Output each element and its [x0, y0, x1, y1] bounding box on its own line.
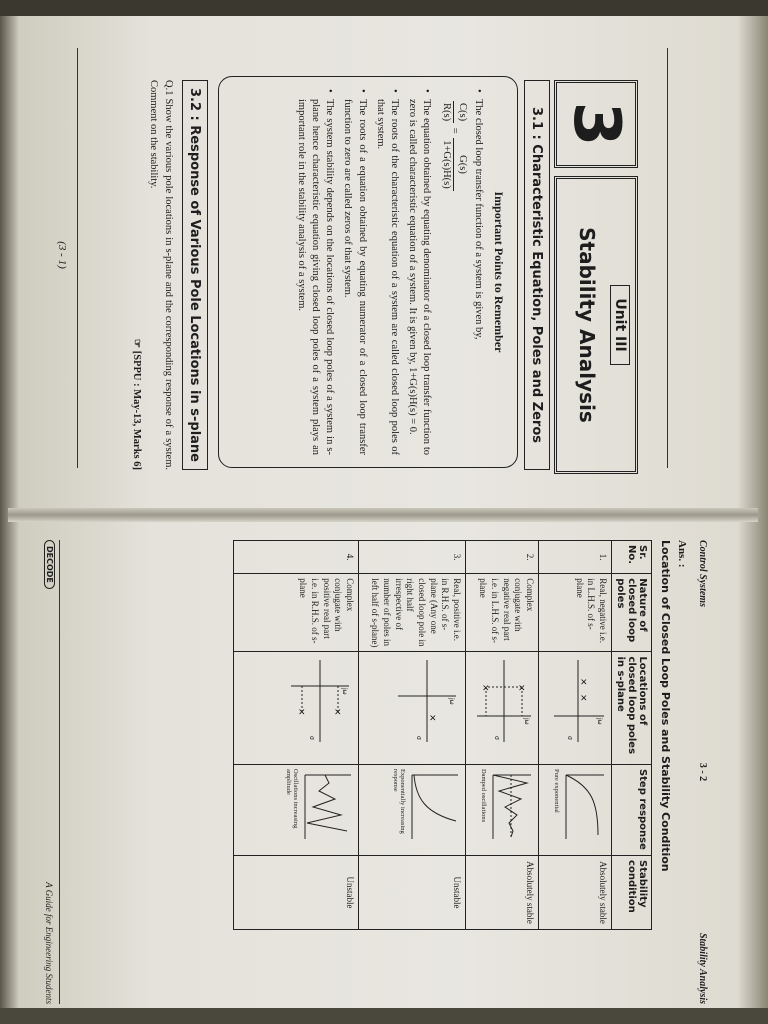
tf-rhs-num: G(s): [453, 138, 468, 191]
col-header-nature: Nature of closed loop poles: [612, 574, 652, 652]
row-location: [466, 652, 539, 765]
bullet-zeros: • The roots of a equation obtained by equating numerator of a closed loop transfer function to zero are called zeros of that system.: [340, 99, 368, 455]
row-location: [234, 652, 359, 765]
right-page: [0, 520, 768, 1024]
tf-rhs-den: 1+G(s)H(s): [441, 140, 453, 189]
running-header: [697, 540, 708, 1004]
svg-text:×: ×: [578, 694, 588, 702]
row-sr: 1.: [539, 541, 612, 574]
left-page: [0, 0, 768, 510]
row-sr: 2.: [466, 541, 539, 574]
page-number: (3 - 1): [56, 241, 68, 269]
svg-text:jω: jω: [596, 718, 603, 726]
svg-text:jω: jω: [341, 688, 348, 696]
row-location: [359, 652, 466, 765]
svg-text:jω: jω: [448, 698, 455, 706]
pole-location-table: [233, 540, 652, 930]
svg-text:σ: σ: [415, 736, 422, 741]
step-caption: Oscillations increasing amplitude: [285, 768, 299, 829]
tf-lhs-num: C(s): [453, 101, 468, 123]
svg-text:σ: σ: [493, 736, 500, 741]
row-step-response: [539, 764, 612, 855]
col-header-location: Locations of closed loop poles in s-plane: [612, 652, 652, 765]
answer-label: Ans. :: [676, 540, 688, 568]
question-1: [128, 80, 176, 470]
bullet-transfer-function: • The closed loop transfer function of a system is given by, C(s) R(s) = G(s) 1+G(s)H(s): [437, 99, 485, 455]
row-nature: Real, negative i.e. in L.H.S. of s-plane: [539, 574, 612, 652]
svg-text:×: ×: [332, 708, 342, 716]
chapter-title-box: [554, 176, 638, 474]
top-rule: [667, 48, 668, 468]
step-caption: Damped oscillations: [480, 768, 487, 823]
important-points-title: Important Points to Remember: [492, 191, 506, 353]
row-condition: Absolutely stable: [539, 856, 612, 930]
svg-text:×: ×: [578, 678, 588, 686]
svg-text:×: ×: [296, 708, 306, 716]
row-nature: Complex conjugate with negative real part i.e. in L.H.S. of s-plane: [466, 574, 539, 652]
row-nature: Real, positive i.e. in R.H.S. of s-plane (Any one closed loop pole in right half irrespective of number of poles in left half of s-plane): [359, 574, 466, 652]
question-1-marks: ☞ [SPPU : May-13, Marks 6]: [130, 338, 142, 470]
unit-label: Unit III: [610, 285, 630, 364]
col-header-sr: Sr. No.: [612, 541, 652, 574]
step-response-plot-icon: [487, 769, 535, 841]
header-center: 3 - 2: [697, 762, 708, 782]
header-right: Stability Analysis: [697, 932, 708, 1004]
row-step-response: [466, 764, 539, 855]
publisher-logo: DECODE: [44, 540, 55, 589]
footer-text: A Guide for Engineering Students: [44, 882, 54, 1004]
chapter-title: Stability Analysis: [575, 227, 599, 423]
table-row: [539, 541, 612, 930]
bullet-closed-loop-poles: • The roots of the characteristic equation of a system are called closed loop poles of that system.: [373, 99, 401, 455]
row-condition: Unstable: [359, 856, 466, 930]
s-plane-axes-icon: [285, 656, 355, 746]
table-header-row: [612, 541, 652, 930]
svg-text:σ: σ: [308, 736, 315, 741]
tf-rhs-fraction: [439, 138, 468, 191]
chapter-number: 3: [554, 80, 638, 168]
row-condition: Absolutely stable: [466, 856, 539, 930]
step-caption: Pure exponential: [553, 768, 560, 813]
important-points-box: [218, 76, 518, 468]
svg-text:×: ×: [516, 684, 526, 692]
svg-text:jω: jω: [523, 718, 530, 726]
step-caption: Exponentially increasing response: [392, 768, 406, 834]
step-response-plot-icon: [406, 769, 462, 841]
bottom-rule: [77, 48, 78, 468]
bullet-1-text: The closed loop transfer function of a system is given by,: [472, 99, 484, 340]
table-row: [466, 541, 539, 930]
table-row: [234, 541, 359, 930]
svg-text:×: ×: [480, 684, 490, 692]
row-location: [539, 652, 612, 765]
bullet-characteristic-equation: • The equation obtained by equating denominator of a closed loop transfer function to zero is called characteristic equation of a system. It is given by, 1+G(s)H(s) = 0.: [405, 99, 433, 455]
unit-label-wrap: [611, 179, 629, 471]
question-1-text: Q.1 Show the various pole locations in s-plane and the corresponding response of a system. Comment on the stability.: [147, 80, 174, 470]
bullet-stability: • The system stability depends on the locations of closed loop poles of a system in s-plane hence characteristic equation giving closed loop poles of a system plays an important role in the stability analysis of a system.: [294, 99, 337, 455]
step-response-plot-icon: [560, 769, 608, 841]
row-sr: 4.: [234, 541, 359, 574]
col-header-condition: Stability condition: [612, 856, 652, 930]
svg-text:σ: σ: [566, 736, 573, 741]
table-title: Location of Closed Loop Poles and Stability Condition: [659, 540, 672, 872]
step-response-plot-icon: [299, 769, 355, 841]
row-nature: Complex conjugate with positive real part i.e. in R.H.S. of s-plane: [234, 574, 359, 652]
tf-lhs-den: R(s): [441, 103, 453, 122]
section-heading-3-1: 3.1 : Characteristic Equation, Poles and Zeros: [524, 80, 550, 470]
right-footer: [44, 540, 60, 1004]
s-plane-axes-icon: [550, 656, 608, 746]
section-heading-3-2: 3.2 : Response of Various Pole Locations in s-plane: [182, 80, 208, 470]
row-step-response: [234, 764, 359, 855]
tf-lhs-fraction: [439, 101, 468, 123]
col-header-step: Step response: [612, 764, 652, 855]
s-plane-axes-icon: [473, 656, 535, 746]
s-plane-axes-icon: [392, 656, 462, 746]
row-condition: Unstable: [234, 856, 359, 930]
header-left: Control Systems: [697, 540, 708, 607]
row-step-response: [359, 764, 466, 855]
table-row: [359, 541, 466, 930]
svg-text:×: ×: [427, 714, 437, 722]
row-sr: 3.: [359, 541, 466, 574]
